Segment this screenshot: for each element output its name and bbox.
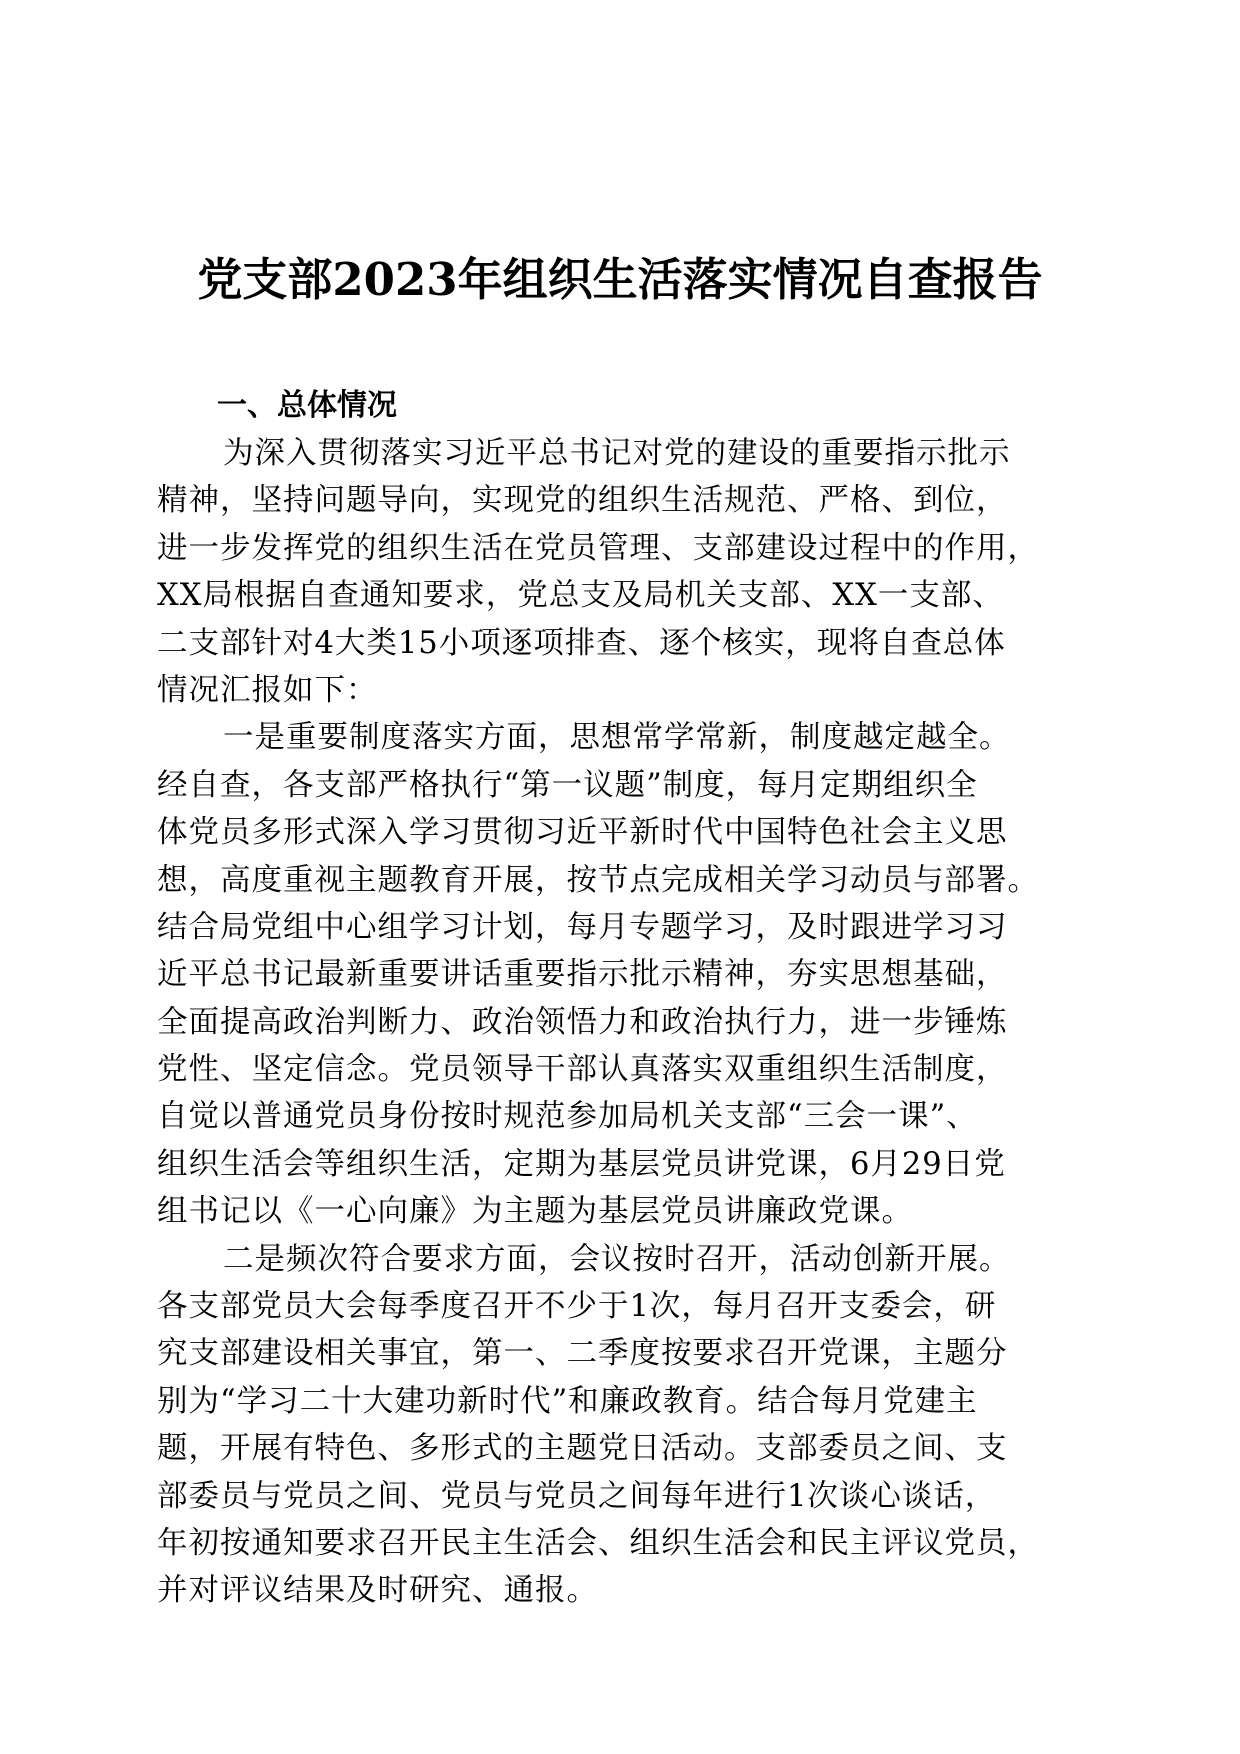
paragraph-line: 二是频次符合要求方面，会议按时召开，活动创新开展。 [223,1241,1011,1277]
paragraph-line: 结合局党组中心组学习计划，每月专题学习，及时跟进学习习 [157,909,1008,945]
section-heading: 一、总体情况 [217,388,397,423]
paragraph-line: 部委员与党员之间、党员与党员之间每年进行1次谈心谈话， [157,1478,997,1514]
paragraph-line: 精神，坚持问题导向，实现党的组织生活规范、严格、到位， [157,483,1008,519]
paragraph-line: 并对评议结果及时研究、通报。 [157,1573,598,1609]
paragraph-line: 题，开展有特色、多形式的主题党日活动。支部委员之间、支 [157,1431,1008,1467]
paragraph-line: 一是重要制度落实方面，思想常学常新，制度越定越全。 [223,720,1011,756]
paragraph-line: 进一步发挥党的组织生活在党员管理、支部建设过程中的作用， [157,530,1039,566]
paragraph-line: 为深入贯彻落实习近平总书记对党的建设的重要指示批示 [223,436,1011,471]
paragraph-frequency [157,1236,1097,1615]
paragraph-line: 组织生活会等组织生活，定期为基层党员讲党课，6月29日党 [157,1146,1006,1182]
paragraph-line: 全面提高政治判断力、政治领悟力和政治执行力，进一步锤炼 [157,1004,1008,1040]
paragraph-line: 想，高度重视主题教育开展，按节点完成相关学习动员与部署。 [157,862,1039,898]
document-title: 党支部2023年组织生活落实情况自查报告 [197,253,1043,306]
paragraph-line: 体党员多形式深入学习贯彻习近平新时代中国特色社会主义思 [157,815,1008,851]
paragraph-line: 别为“学习二十大建功新时代”和廉政教育。结合每月党建主 [157,1383,978,1419]
document-body [157,382,1097,1615]
paragraph-line: 究支部建设相关事宜，第一、二季度按要求召开党课，主题分 [157,1336,1008,1372]
paragraph-line: 情况汇报如下： [157,672,378,708]
paragraph-line: XX局根据自查通知要求，党总支及局机关支部、XX一支部、 [157,578,1004,614]
paragraph-line: 各支部党员大会每季度召开不少于1次，每月召开支委会，研 [157,1289,997,1325]
paragraph-overview [157,430,1097,714]
paragraph-line: 近平总书记最新重要讲话重要指示批示精神，夯实思想基础， [157,957,1008,993]
paragraph-line: 自觉以普通党员身份按时规范参加局机关支部“三会一课”、 [157,1099,978,1135]
paragraph-line: 年初按通知要求召开民主生活会、组织生活会和民主评议党员， [157,1525,1039,1561]
paragraph-line: 经自查，各支部严格执行“第一议题”制度，每月定期组织全 [157,767,978,803]
paragraph-institutions [157,714,1097,1235]
paragraph-line: 党性、坚定信念。党员领导干部认真落实双重组织生活制度， [157,1052,1008,1088]
paragraph-line: 组书记以《一心向廉》为主题为基层党员讲廉政党课。 [157,1194,913,1230]
paragraph-line: 二支部针对4大类15小项逐项排查、逐个核实，现将自查总体 [157,625,1006,661]
